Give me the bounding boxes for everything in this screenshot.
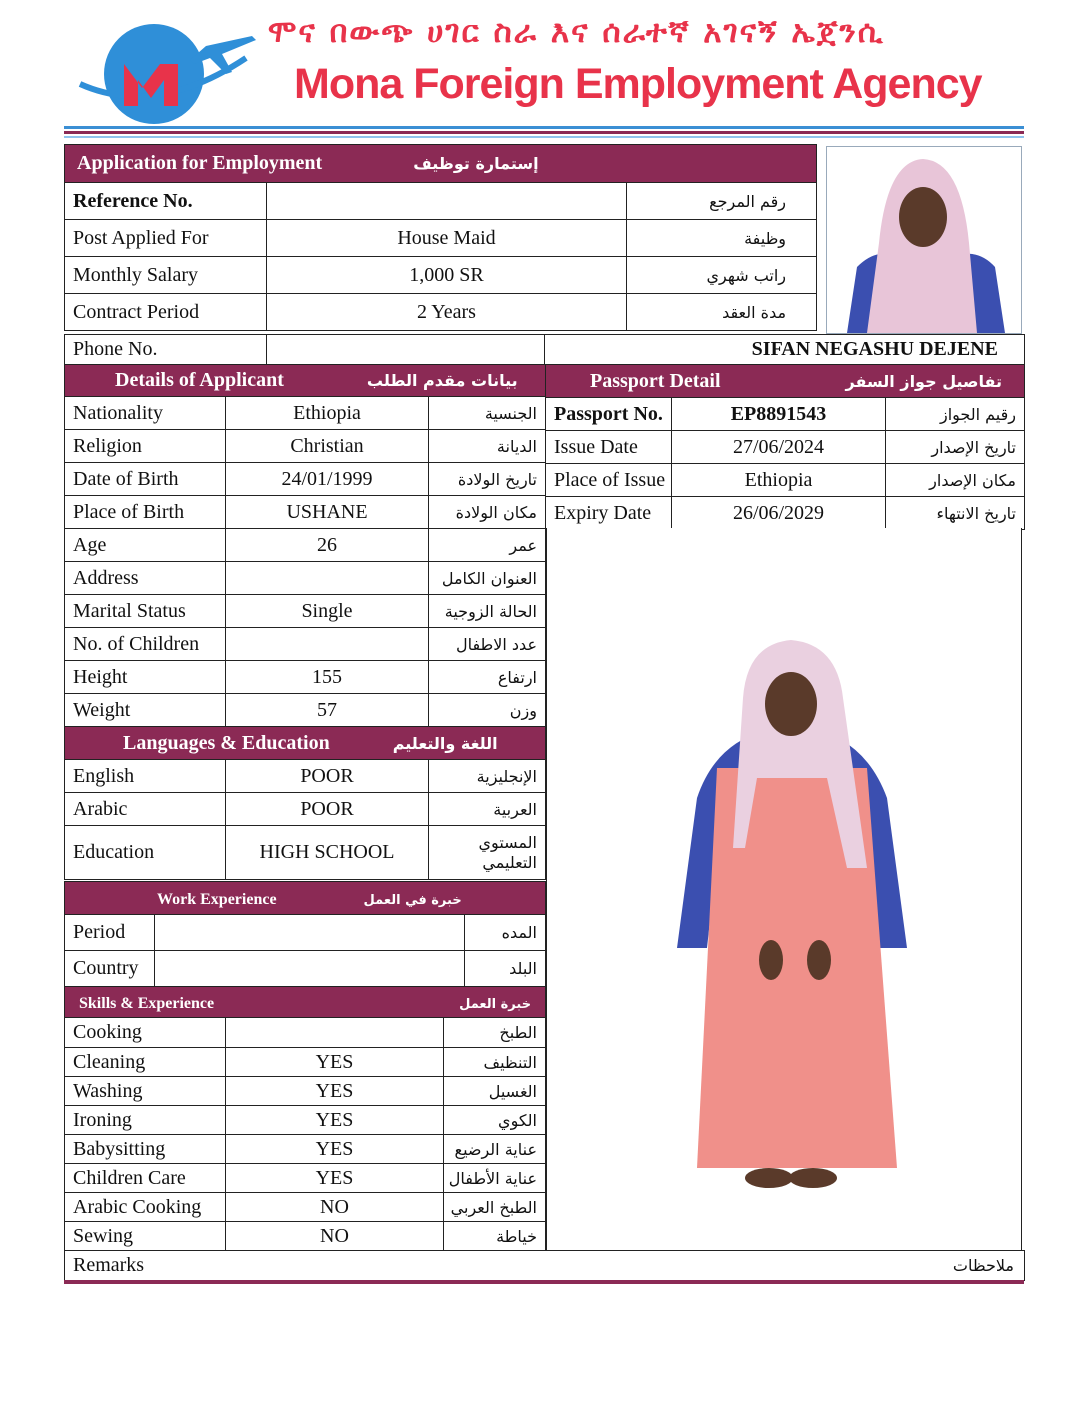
- salary-label-arabic: راتب شهري: [627, 257, 817, 294]
- table-row: [65, 1193, 546, 1222]
- application-title: Application for Employment: [77, 152, 323, 174]
- marital-label: Marital Status: [65, 595, 226, 628]
- washing-label: Washing: [65, 1077, 226, 1106]
- footer-divider: [64, 1280, 1024, 1284]
- table-row: [65, 915, 546, 951]
- applicant-name: SIFAN NEGASHU DEJENE: [545, 335, 1025, 365]
- details-table: [64, 364, 546, 880]
- table-row: [65, 694, 546, 727]
- table-row: [65, 463, 546, 496]
- passport-table: [545, 364, 1025, 530]
- details-title: Details of Applicant: [115, 369, 284, 391]
- place-of-issue-value: Ethiopia: [672, 464, 886, 497]
- table-row: [65, 595, 546, 628]
- arabic-value: POOR: [226, 793, 429, 826]
- table-row: [65, 826, 546, 880]
- contract-value: 2 Years: [267, 294, 627, 331]
- english-label-arabic: الإنجليزية: [429, 760, 546, 793]
- passport-no-label: Passport No.: [546, 398, 672, 431]
- dob-value: 24/01/1999: [226, 463, 429, 496]
- issue-date-label: Issue Date: [546, 431, 672, 464]
- period-label-arabic: المده: [465, 915, 546, 951]
- dob-label: Date of Birth: [65, 463, 226, 496]
- ironing-label: Ironing: [65, 1106, 226, 1135]
- cleaning-value: YES: [226, 1048, 444, 1077]
- table-row: [65, 183, 817, 220]
- age-label: Age: [65, 529, 226, 562]
- country-label: Country: [65, 951, 155, 987]
- pob-label: Place of Birth: [65, 496, 226, 529]
- table-row: [65, 1077, 546, 1106]
- table-row: [65, 1251, 1025, 1281]
- phone-value: [267, 335, 545, 365]
- applicant-full-body-photo: [546, 528, 1022, 1250]
- skills-title-arabic: خبرة العمل: [459, 996, 532, 1012]
- height-label-arabic: ارتفاع: [429, 661, 546, 694]
- table-row: [65, 397, 546, 430]
- table-row: [546, 431, 1025, 464]
- header-divider: [64, 136, 1024, 138]
- weight-value: 57: [226, 694, 429, 727]
- applicant-portrait-photo: [826, 146, 1022, 334]
- table-row: [65, 1222, 546, 1251]
- table-row: [546, 398, 1025, 431]
- weight-label: Weight: [65, 694, 226, 727]
- arabic-label-arabic: العربية: [429, 793, 546, 826]
- table-row: [65, 562, 546, 595]
- table-row: [65, 951, 546, 987]
- place-of-issue-label: Place of Issue: [546, 464, 672, 497]
- table-row: [65, 529, 546, 562]
- country-value: [155, 951, 465, 987]
- cooking-value: [226, 1018, 444, 1048]
- table-row: [65, 1018, 546, 1048]
- nationality-value: Ethiopia: [226, 397, 429, 430]
- post-value: House Maid: [267, 220, 627, 257]
- age-label-arabic: عمر: [429, 529, 546, 562]
- work-experience-table: [64, 881, 546, 987]
- religion-value: Christian: [226, 430, 429, 463]
- children-care-label-arabic: عناية الأطفال: [444, 1164, 546, 1193]
- arabic-cooking-label: Arabic Cooking: [65, 1193, 226, 1222]
- salary-label: Monthly Salary: [65, 257, 267, 294]
- sewing-label-arabic: خياطة: [444, 1222, 546, 1251]
- remarks-table: [64, 1250, 1025, 1281]
- weight-label-arabic: وزن: [429, 694, 546, 727]
- arabic-cooking-value: NO: [226, 1193, 444, 1222]
- pob-label-arabic: مكان الولادة: [429, 496, 546, 529]
- skills-table: [64, 986, 546, 1251]
- dob-label-arabic: تاريخ الولادة: [429, 463, 546, 496]
- salary-value: 1,000 SR: [267, 257, 627, 294]
- expiry-date-label-arabic: تاريخ الانتهاء: [886, 497, 1025, 530]
- washing-value: YES: [226, 1077, 444, 1106]
- work-title: Work Experience: [157, 890, 277, 908]
- work-title-arabic: خبرة في العمل: [363, 892, 462, 908]
- marital-label-arabic: الحالة الزوجية: [429, 595, 546, 628]
- table-row: [65, 1048, 546, 1077]
- english-value: POOR: [226, 760, 429, 793]
- table-row: [546, 464, 1025, 497]
- reference-label-arabic: رقم المرجع: [627, 183, 817, 220]
- languages-header-row: [65, 727, 546, 760]
- period-label: Period: [65, 915, 155, 951]
- pob-value: USHANE: [226, 496, 429, 529]
- table-row: [65, 760, 546, 793]
- table-row: [65, 793, 546, 826]
- children-care-label: Children Care: [65, 1164, 226, 1193]
- agency-name-amharic: ሞና በውጭ ሀገር ስራ እና ሰራተኛ አገናኝ ኤጀንሲ: [268, 14, 885, 50]
- education-label: Education: [65, 826, 226, 880]
- country-label-arabic: البلد: [465, 951, 546, 987]
- post-label-arabic: وظيفة: [627, 220, 817, 257]
- table-row: [546, 497, 1025, 530]
- contract-label: Contract Period: [65, 294, 267, 331]
- nationality-label: Nationality: [65, 397, 226, 430]
- passport-title-arabic: تفاصيل جواز السفر: [845, 371, 1002, 391]
- table-row: [65, 1135, 546, 1164]
- arabic-label: Arabic: [65, 793, 226, 826]
- ironing-value: YES: [226, 1106, 444, 1135]
- issue-date-value: 27/06/2024: [672, 431, 886, 464]
- address-label: Address: [65, 562, 226, 595]
- skills-title: Skills & Experience: [79, 994, 215, 1012]
- agency-name-english: Mona Foreign Employment Agency: [294, 60, 982, 108]
- children-care-value: YES: [226, 1164, 444, 1193]
- address-value: [226, 562, 429, 595]
- remarks-label-arabic: ملاحظات: [545, 1251, 1025, 1281]
- washing-label-arabic: الغسيل: [444, 1077, 546, 1106]
- table-row: [65, 335, 1025, 365]
- passport-no-value: EP8891543: [672, 398, 886, 431]
- phone-label: Phone No.: [65, 335, 267, 365]
- address-label-arabic: العنوان الكامل: [429, 562, 546, 595]
- sewing-label: Sewing: [65, 1222, 226, 1251]
- reference-label: Reference No.: [65, 183, 267, 220]
- children-value: [226, 628, 429, 661]
- marital-value: Single: [226, 595, 429, 628]
- babysitting-label-arabic: عناية الرضيع: [444, 1135, 546, 1164]
- header-divider: [64, 131, 1024, 134]
- details-title-arabic: بيانات مقدم الطلب: [366, 371, 518, 390]
- passport-title: Passport Detail: [590, 369, 721, 392]
- reference-value: [267, 183, 627, 220]
- table-row: [65, 1164, 546, 1193]
- application-title-arabic: إستمارة توظيف: [413, 154, 539, 173]
- table-row: [65, 430, 546, 463]
- table-row: [65, 496, 546, 529]
- expiry-date-value: 26/06/2029: [672, 497, 886, 530]
- agency-logo-icon: [76, 18, 258, 126]
- post-label: Post Applied For: [65, 220, 267, 257]
- header-divider: [64, 126, 1024, 129]
- contract-label-arabic: مدة العقد: [627, 294, 817, 331]
- children-label: No. of Children: [65, 628, 226, 661]
- english-label: English: [65, 760, 226, 793]
- nationality-label-arabic: الجنسية: [429, 397, 546, 430]
- children-label-arabic: عدد الاطفال: [429, 628, 546, 661]
- babysitting-value: YES: [226, 1135, 444, 1164]
- application-header-row: [65, 145, 817, 183]
- table-row: [65, 220, 817, 257]
- education-label-arabic: المستوي التعليمي: [429, 826, 546, 880]
- details-header-row: [65, 365, 546, 397]
- table-row: [65, 661, 546, 694]
- skills-header-row: [65, 987, 546, 1018]
- arabic-cooking-label-arabic: الطبخ العربي: [444, 1193, 546, 1222]
- cleaning-label: Cleaning: [65, 1048, 226, 1077]
- languages-title: Languages & Education: [123, 731, 330, 754]
- table-row: [65, 294, 817, 331]
- issue-date-label-arabic: تاريخ الإصدار: [886, 431, 1025, 464]
- height-value: 155: [226, 661, 429, 694]
- languages-title-arabic: اللغة والتعليم: [392, 733, 498, 753]
- sewing-value: NO: [226, 1222, 444, 1251]
- ironing-label-arabic: الكوي: [444, 1106, 546, 1135]
- phone-table: [64, 334, 1025, 365]
- babysitting-label: Babysitting: [65, 1135, 226, 1164]
- cleaning-label-arabic: التنظيف: [444, 1048, 546, 1077]
- passport-no-label-arabic: رقيم الجواز: [886, 398, 1025, 431]
- age-value: 26: [226, 529, 429, 562]
- height-label: Height: [65, 661, 226, 694]
- education-value: HIGH SCHOOL: [226, 826, 429, 880]
- religion-label: Religion: [65, 430, 226, 463]
- table-row: [65, 257, 817, 294]
- place-of-issue-label-arabic: مكان الإصدار: [886, 464, 1025, 497]
- period-value: [155, 915, 465, 951]
- passport-header-row: [546, 365, 1025, 398]
- work-header-row: [65, 882, 546, 915]
- cooking-label: Cooking: [65, 1018, 226, 1048]
- expiry-date-label: Expiry Date: [546, 497, 672, 530]
- table-row: [65, 628, 546, 661]
- cooking-label-arabic: الطبخ: [444, 1018, 546, 1048]
- religion-label-arabic: الديانة: [429, 430, 546, 463]
- remarks-label: Remarks: [65, 1251, 545, 1281]
- table-row: [65, 1106, 546, 1135]
- application-table: [64, 144, 817, 331]
